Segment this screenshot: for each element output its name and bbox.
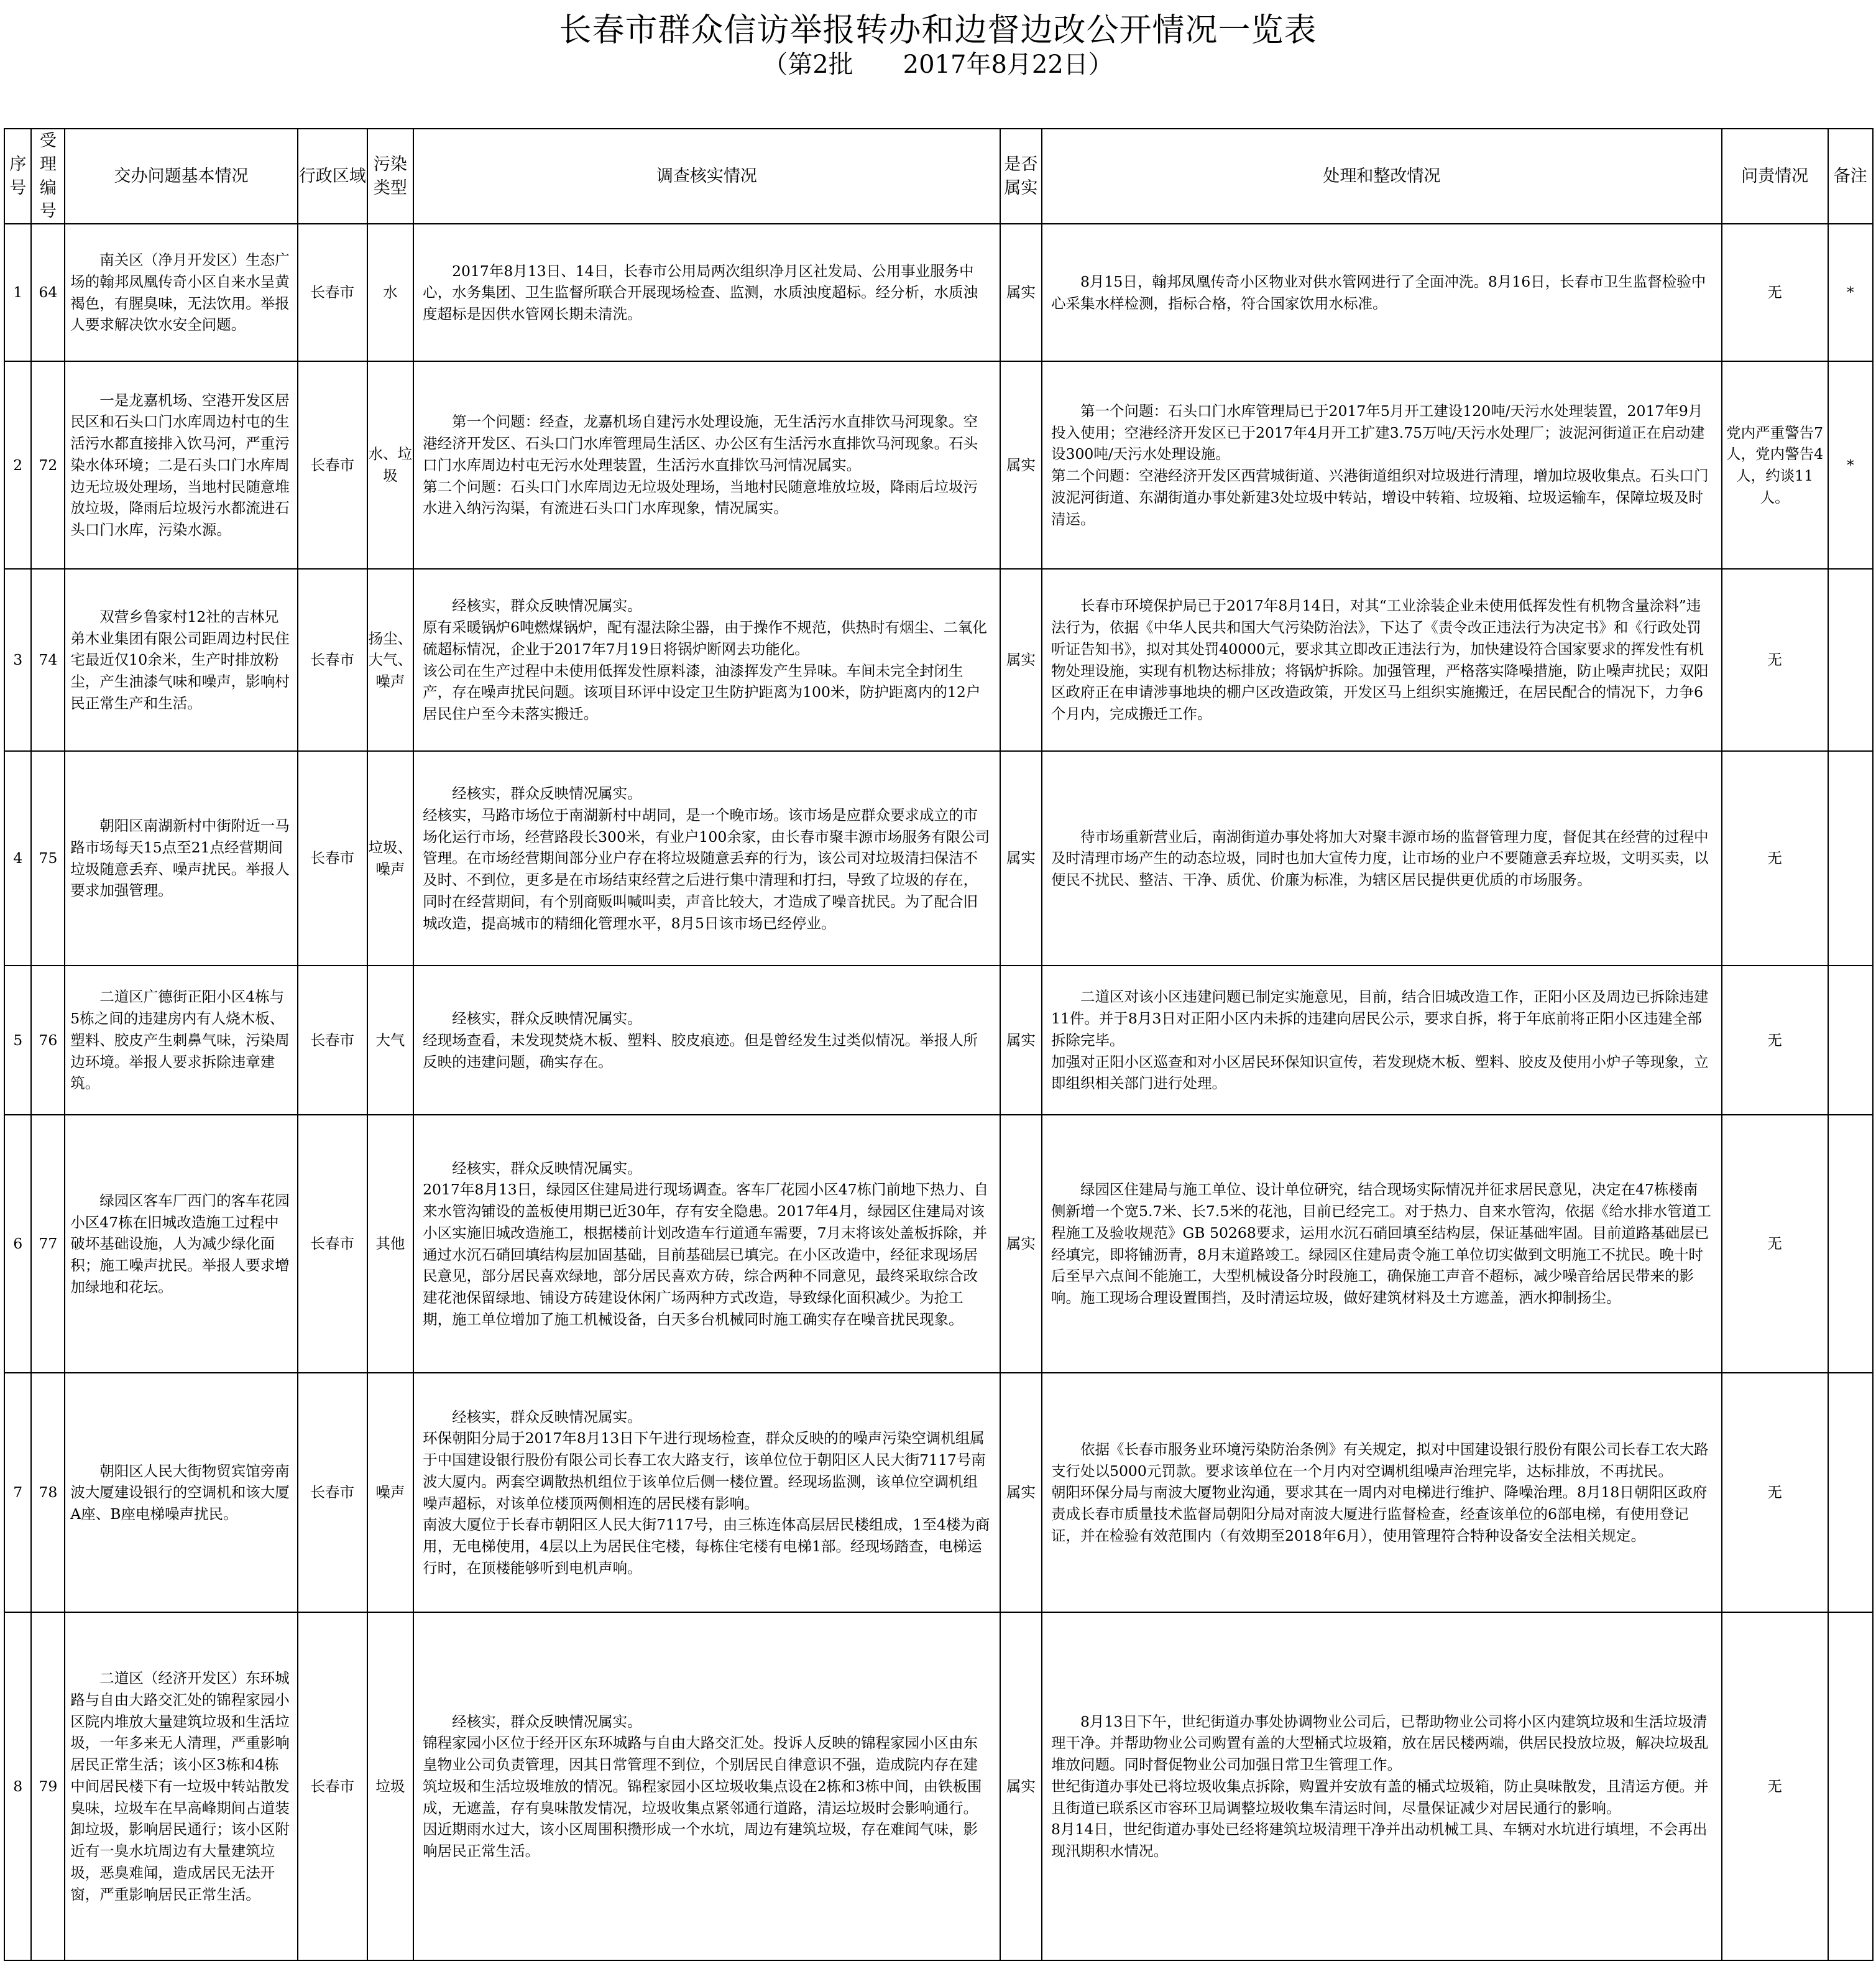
cell-id: 76 bbox=[31, 966, 65, 1115]
cell-region: 长春市 bbox=[298, 224, 367, 361]
cell-note bbox=[1828, 751, 1874, 966]
page-title: 长春市群众信访举报转办和边督边改公开情况一览表 bbox=[559, 12, 1317, 49]
cell-accountability: 党内严重警告7人，党内警告4人，约谈11人。 bbox=[1722, 361, 1828, 569]
cell-id: 74 bbox=[31, 569, 65, 751]
cell-region: 长春市 bbox=[298, 1612, 367, 1960]
cell-region: 长春市 bbox=[298, 361, 367, 569]
cell-region: 长春市 bbox=[298, 751, 367, 966]
cell-note: * bbox=[1828, 361, 1874, 569]
header-id: 受理编号 bbox=[31, 129, 65, 224]
cell-issue: 一是龙嘉机场、空港开发区居民区和石头口门水库周边村屯的生活污水都直接排入饮马河，严重污染水体环境；二是石头口门水库周边无垃圾处理场，当地村民随意堆放垃圾，降雨后垃圾污水都流进石头口门水库，污染水源。 bbox=[70, 391, 290, 539]
table-row bbox=[4, 224, 1873, 361]
cell-verified: 属实 bbox=[1000, 1115, 1042, 1373]
cell-id: 72 bbox=[31, 361, 65, 569]
cell-verified: 属实 bbox=[1000, 569, 1042, 751]
cell-pollution: 水 bbox=[367, 224, 414, 361]
cell-note bbox=[1828, 1115, 1874, 1373]
cell-issue: 二道区（经济开发区）东环城路与自由大路交汇处的锦程家园小区院内堆放大量建筑垃圾和生活垃圾，一年多来无人清理，严重影响居民正常生活；该小区3栋和4栋中间居民楼下有一垃圾中转站散发臭味，垃圾车在早高峰期间占道装卸垃圾，影响居民通行；该小区附近有一臭水坑周边有大量建筑垃圾，恶臭难闻，造成居民无法开窗，严重影响居民正常生活。 bbox=[70, 1669, 290, 1903]
cell-accountability: 无 bbox=[1722, 569, 1828, 751]
cell-handling: 依据《长春市服务业环境污染防治条例》有关规定，拟对中国建设银行股份有限公司长春工农大路支行处以5000元罚款。要求该单位在一个月内对空调机组噪声治理完毕，达标排放，不再扰民。 朝阳环保分局与南波大厦物业沟通，要求其在一周内对电梯进行维护、降噪治理。8月18日朝阳区政府责成长春市质量技术监督局朝阳分局对南波大厦进行监督检查，经查该单位的6部电梯，有使用登记证，并在检验有效范围内（有效期至2018年6月），使用管理符合特种设备安全法相关规定。 bbox=[1051, 1440, 1709, 1544]
header-accountability: 问责情况 bbox=[1722, 129, 1828, 224]
cell-seq: 6 bbox=[4, 1115, 31, 1373]
cell-region: 长春市 bbox=[298, 569, 367, 751]
table-header-row bbox=[4, 129, 1873, 224]
cell-issue: 南关区（净月开发区）生态广场的翰邦凤凰传奇小区自来水呈黄褐色，有腥臭味，无法饮用。举报人要求解决饮水安全问题。 bbox=[70, 251, 290, 334]
header-region: 行政区域 bbox=[298, 129, 367, 224]
cell-accountability: 无 bbox=[1722, 751, 1828, 966]
cell-note bbox=[1828, 1612, 1874, 1960]
cell-accountability: 无 bbox=[1722, 1373, 1828, 1612]
cell-pollution: 垃圾、噪声 bbox=[367, 751, 414, 966]
cell-investigation: 经核实，群众反映情况属实。 经核实，马路市场位于南湖新村中胡同，是一个晚市场。该市场是应群众要求成立的市场化运行市场，经营路段长300米，有业户100余家，由长春市聚丰源市场服务有限公司管理。在市场经营期间部分业户存在将垃圾随意丢弃的行为，该公司对垃圾清扫保洁不及时、不到位，更多是在市场结束经营之后进行集中清理和打扫，导致了垃圾的存在，同时在经营期间，有个别商贩叫喊叫卖，声音比较大，才造成了噪音扰民。为了配合旧城改造，提高城市的精细化管理水平，8月5日该市场已经停业。 bbox=[423, 785, 990, 932]
cell-verified: 属实 bbox=[1000, 1373, 1042, 1612]
cell-verified: 属实 bbox=[1000, 966, 1042, 1115]
cell-accountability: 无 bbox=[1722, 1115, 1828, 1373]
cell-id: 64 bbox=[31, 224, 65, 361]
cell-note: * bbox=[1828, 224, 1874, 361]
header-seq: 序号 bbox=[4, 129, 31, 224]
cell-handling: 绿园区住建局与施工单位、设计单位研究，结合现场实际情况并征求居民意见，决定在47栋楼南侧新增一个宽5.7米、长7.5米的花池，目前已经完工。对于热力、自来水管沟，依据《给水排水管道工程施工及验收规范》GB 50268要求，运用水沉石硝回填至结构层，保证基础牢固。目前道路基础层已经填完，即将铺沥青，8月末道路竣工。绿园区住建局责令施工单位切实做到文明施工不扰民。晚十时后至早六点间不能施工，大型机械设备分时段施工，确保施工声音不超标，减少噪音给居民带来的影响。施工现场合理设置围挡，及时清运垃圾，做好建筑材料及土方遮盖，洒水抑制扬尘。 bbox=[1051, 1181, 1711, 1307]
table-row bbox=[4, 966, 1873, 1115]
cell-investigation: 经核实，群众反映情况属实。 经现场查看，未发现焚烧木板、塑料、胶皮痕迹。但是曾经发生过类似情况。举报人所反映的违建问题，确实存在。 bbox=[423, 1010, 978, 1071]
cell-verified: 属实 bbox=[1000, 224, 1042, 361]
table-row bbox=[4, 569, 1873, 751]
cell-pollution: 噪声 bbox=[367, 1373, 414, 1612]
cell-region: 长春市 bbox=[298, 1115, 367, 1373]
cell-pollution: 垃圾 bbox=[367, 1612, 414, 1960]
table-row bbox=[4, 1115, 1873, 1373]
cell-pollution: 水、垃圾 bbox=[367, 361, 414, 569]
cell-handling: 待市场重新营业后，南湖街道办事处将加大对聚丰源市场的监督管理力度，督促其在经营的过程中及时清理市场产生的动态垃圾，同时也加大宣传力度，让市场的业户不要随意丢弃垃圾，文明买卖，以便民不扰民、整洁、干净、质优、价廉为标准，为辖区居民提供更优质的市场服务。 bbox=[1051, 828, 1709, 889]
complaint-table bbox=[4, 128, 1874, 1961]
cell-note bbox=[1828, 1373, 1874, 1612]
cell-seq: 2 bbox=[4, 361, 31, 569]
cell-handling: 长春市环境保护局已于2017年8月14日，对其“工业涂装企业未使用低挥发性有机物含量涂料”违法行为，依据《中华人民共和国大气污染防治法》，下达了《责令改正违法行为决定书》和《行政处罚听证告知书》，拟对其处罚40000元，要求其立即改正违法行为，加快建设符合国家要求的挥发性有机物处理设施，实现有机物达标排放；将锅炉拆除。加强管理，严格落实降噪措施，防止噪声扰民；双阳区政府正在申请涉事地块的棚户区改造政策，开发区马上组织实施搬迁，在居民配合的情况下，力争6个月内，完成搬迁工作。 bbox=[1051, 597, 1709, 723]
header-handling: 处理和整改情况 bbox=[1042, 129, 1722, 224]
table-row bbox=[4, 361, 1873, 569]
cell-investigation: 经核实，群众反映情况属实。 锦程家园小区位于经开区东环城路与自由大路交汇处。投诉人反映的锦程家园小区由东皇物业公司负责管理，因其日常管理不到位，个别居民自律意识不强，造成院内存在建筑垃圾和生活垃圾堆放的情况。锦程家园小区垃圾收集点设在2栋和3栋中间，由铁板围成，无遮盖，存有臭味散发情况，垃圾收集点紧邻通行道路，清运垃圾时会影响通行。因近期雨水过大，该小区周围积攒形成一个水坑，周边有建筑垃圾，存在难闻气味，影响居民正常生活。 bbox=[423, 1712, 982, 1860]
cell-issue: 朝阳区南湖新村中街附近一马路市场每天15点至21点经营期间垃圾随意丢弃、噪声扰民。举报人要求加强管理。 bbox=[70, 817, 290, 900]
cell-region: 长春市 bbox=[298, 966, 367, 1115]
cell-seq: 7 bbox=[4, 1373, 31, 1612]
cell-issue: 朝阳区人民大街物贸宾馆旁南波大厦建设银行的空调机和该大厦A座、B座电梯噪声扰民。 bbox=[70, 1462, 290, 1523]
cell-id: 78 bbox=[31, 1373, 65, 1612]
cell-accountability: 无 bbox=[1722, 1612, 1828, 1960]
header-pollution: 污染类型 bbox=[367, 129, 414, 224]
cell-seq: 5 bbox=[4, 966, 31, 1115]
cell-seq: 8 bbox=[4, 1612, 31, 1960]
cell-seq: 3 bbox=[4, 569, 31, 751]
cell-note bbox=[1828, 966, 1874, 1115]
cell-handling: 二道区对该小区违建问题已制定实施意见，目前，结合旧城改造工作，正阳小区及周边已拆除违建11件。并于8月3日对正阳小区内未拆的违建向居民公示，要求自拆，将于年底前将正阳小区违建全部拆除完毕。 加强对正阳小区巡查和对小区居民环保知识宣传，若发现烧木板、塑料、胶皮及使用小炉子等现象，立即组织相关部门进行处理。 bbox=[1051, 988, 1709, 1092]
header-verified: 是否属实 bbox=[1000, 129, 1042, 224]
cell-issue: 绿园区客车厂西门的客车花园小区47栋在旧城改造施工过程中破坏基础设施，人为减少绿化面积；施工噪声扰民。举报人要求增加绿地和花坛。 bbox=[70, 1191, 290, 1296]
cell-handling: 8月13日下午，世纪街道办事处协调物业公司后，已帮助物业公司将小区内建筑垃圾和生活垃圾清理干净。并帮助物业公司购置有盖的大型桶式垃圾箱，放在居民楼两端，供居民投放垃圾，解决垃圾乱堆放问题。同时督促物业公司加强日常卫生管理工作。 世纪街道办事处已将垃圾收集点拆除，购置并安放有盖的桶式垃圾箱，防止臭味散发，且清运方便。并且街道已联系区市容环卫局调整垃圾收集车清运时间，尽量保证减少对居民通行的影响。 8月14日，世纪街道办事处已经将建筑垃圾清理干净并出动机械工具、车辆对水坑进行填埋，不会再出现汛期积水情况。 bbox=[1051, 1712, 1709, 1860]
cell-accountability: 无 bbox=[1722, 966, 1828, 1115]
cell-investigation: 经核实，群众反映情况属实。 原有采暖锅炉6吨燃煤锅炉，配有湿法除尘器，由于操作不规范，供热时有烟尘、二氧化硫超标情况，企业于2017年7月19日将锅炉断网去功能化。 该公司在生产过程中未使用低挥发性原料漆，油漆挥发产生异味。车间未完全封闭生产，存在噪声扰民问题。该项目环评中设定卫生防护距离为100米，防护距离内的12户居民住户至今未落实搬迁。 bbox=[423, 597, 988, 723]
cell-seq: 4 bbox=[4, 751, 31, 966]
header-issue: 交办问题基本情况 bbox=[65, 129, 298, 224]
cell-investigation: 经核实，群众反映情况属实。 环保朝阳分局于2017年8月13日下午进行现场检查，群众反映的的噪声污染空调机组属于中国建设银行股份有限公司长春工农大路支行，该单位位于朝阳区人民大街7117号南波大厦内。两套空调散热机组位于该单位后侧一楼位置。经现场监测，该单位空调机组噪声超标，对该单位楼顶两侧相连的居民楼有影响。 南波大厦位于长春市朝阳区人民大街7117号，由三栋连体高层居民楼组成，1至4楼为商用，无电梯使用，4层以上为居民住宅楼，每栋住宅楼有电梯1部。经现场踏查，电梯运行时，在顶楼能够听到电机声响。 bbox=[423, 1408, 990, 1577]
table-row bbox=[4, 1373, 1873, 1612]
cell-note bbox=[1828, 569, 1874, 751]
cell-id: 77 bbox=[31, 1115, 65, 1373]
cell-investigation: 经核实，群众反映情况属实。 2017年8月13日，绿园区住建局进行现场调查。客车厂花园小区47栋门前地下热力、自来水管沟铺设的盖板使用期已近30年，存有安全隐患。2017年4月，绿园区住建局对该小区实施旧城改造施工，根据楼前计划改造车行道通车需要，7月末将该处盖板拆除，并通过水沉石硝回填结构层加固基础，目前基础层已填完。在小区改造中，经征求现场居民意见，部分居民喜欢绿地，部分居民喜欢方砖，综合两种不同意见，最终采取综合改建花池保留绿地、铺设方砖建设休闲广场两种方式改造，导致绿化面积减少。为抢工期，施工单位增加了施工机械设备，白天多台机械同时施工确实存在噪音扰民现象。 bbox=[423, 1159, 989, 1328]
cell-seq: 1 bbox=[4, 224, 31, 361]
cell-handling: 8月15日，翰邦凤凰传奇小区物业对供水管网进行了全面冲洗。8月16日，长春市卫生监督检验中心采集水样检测，指标合格，符合国家饮用水标准。 bbox=[1051, 272, 1706, 312]
cell-issue: 二道区广德街正阳小区4栋与5栋之间的违建房内有人烧木板、塑料、胶皮产生刺鼻气味，污染周边环境。举报人要求拆除违章建筑。 bbox=[70, 988, 290, 1092]
cell-pollution: 扬尘、大气、噪声 bbox=[367, 569, 414, 751]
table-row bbox=[4, 1612, 1873, 1960]
cell-accountability: 无 bbox=[1722, 224, 1828, 361]
cell-investigation: 2017年8月13日、14日，长春市公用局两次组织净月区社发局、公用事业服务中心，水务集团、卫生监督所联合开展现场检查、监测，水质浊度超标。经分析，水质浊度超标是因供水管网长期未清洗。 bbox=[423, 262, 978, 323]
header-note: 备注 bbox=[1828, 129, 1874, 224]
cell-region: 长春市 bbox=[298, 1373, 367, 1612]
table-row bbox=[4, 751, 1873, 966]
cell-pollution: 其他 bbox=[367, 1115, 414, 1373]
cell-investigation: 第一个问题：经查，龙嘉机场自建污水处理设施，无生活污水直排饮马河现象。空港经济开发区、石头口门水库管理局生活区、办公区有生活污水直排饮马河现象。石头口门水库周边村屯无污水处理装置，生活污水直排饮马河情况属实。 第二个问题：石头口门水库周边无垃圾处理场，当地村民随意堆放垃圾，降雨后垃圾污水进入纳污沟渠，有流进石头口门水库现象，情况属实。 bbox=[423, 413, 978, 517]
cell-handling: 第一个问题：石头口门水库管理局已于2017年5月开工建设120吨/天污水处理装置，2017年9月投入使用；空港经济开发区已于2017年4月开工扩建3.75万吨/天污水处理厂；波泥河街道正在启动建设300吨/天污水处理设施。 第二个问题：空港经济开发区西营城街道、兴港街道组织对垃圾进行清理，增加垃圾收集点。石头口门波泥河街道、东湖街道办事处新建3处垃圾中转站，增设中转箱、垃圾箱、垃圾运输车，保障垃圾及时清运。 bbox=[1051, 402, 1709, 528]
cell-id: 75 bbox=[31, 751, 65, 966]
cell-pollution: 大气 bbox=[367, 966, 414, 1115]
cell-issue: 双营乡鲁家村12社的吉林兄弟木业集团有限公司距周边村民住宅最近仅10余米，生产时排放粉尘，产生油漆气味和噪声，影响村民正常生产和生活。 bbox=[70, 607, 290, 712]
page-subtitle: （第2批 2017年8月22日） bbox=[763, 50, 1113, 79]
header-investigation: 调查核实情况 bbox=[413, 129, 1000, 224]
cell-verified: 属实 bbox=[1000, 751, 1042, 966]
cell-id: 79 bbox=[31, 1612, 65, 1960]
cell-verified: 属实 bbox=[1000, 361, 1042, 569]
cell-verified: 属实 bbox=[1000, 1612, 1042, 1960]
